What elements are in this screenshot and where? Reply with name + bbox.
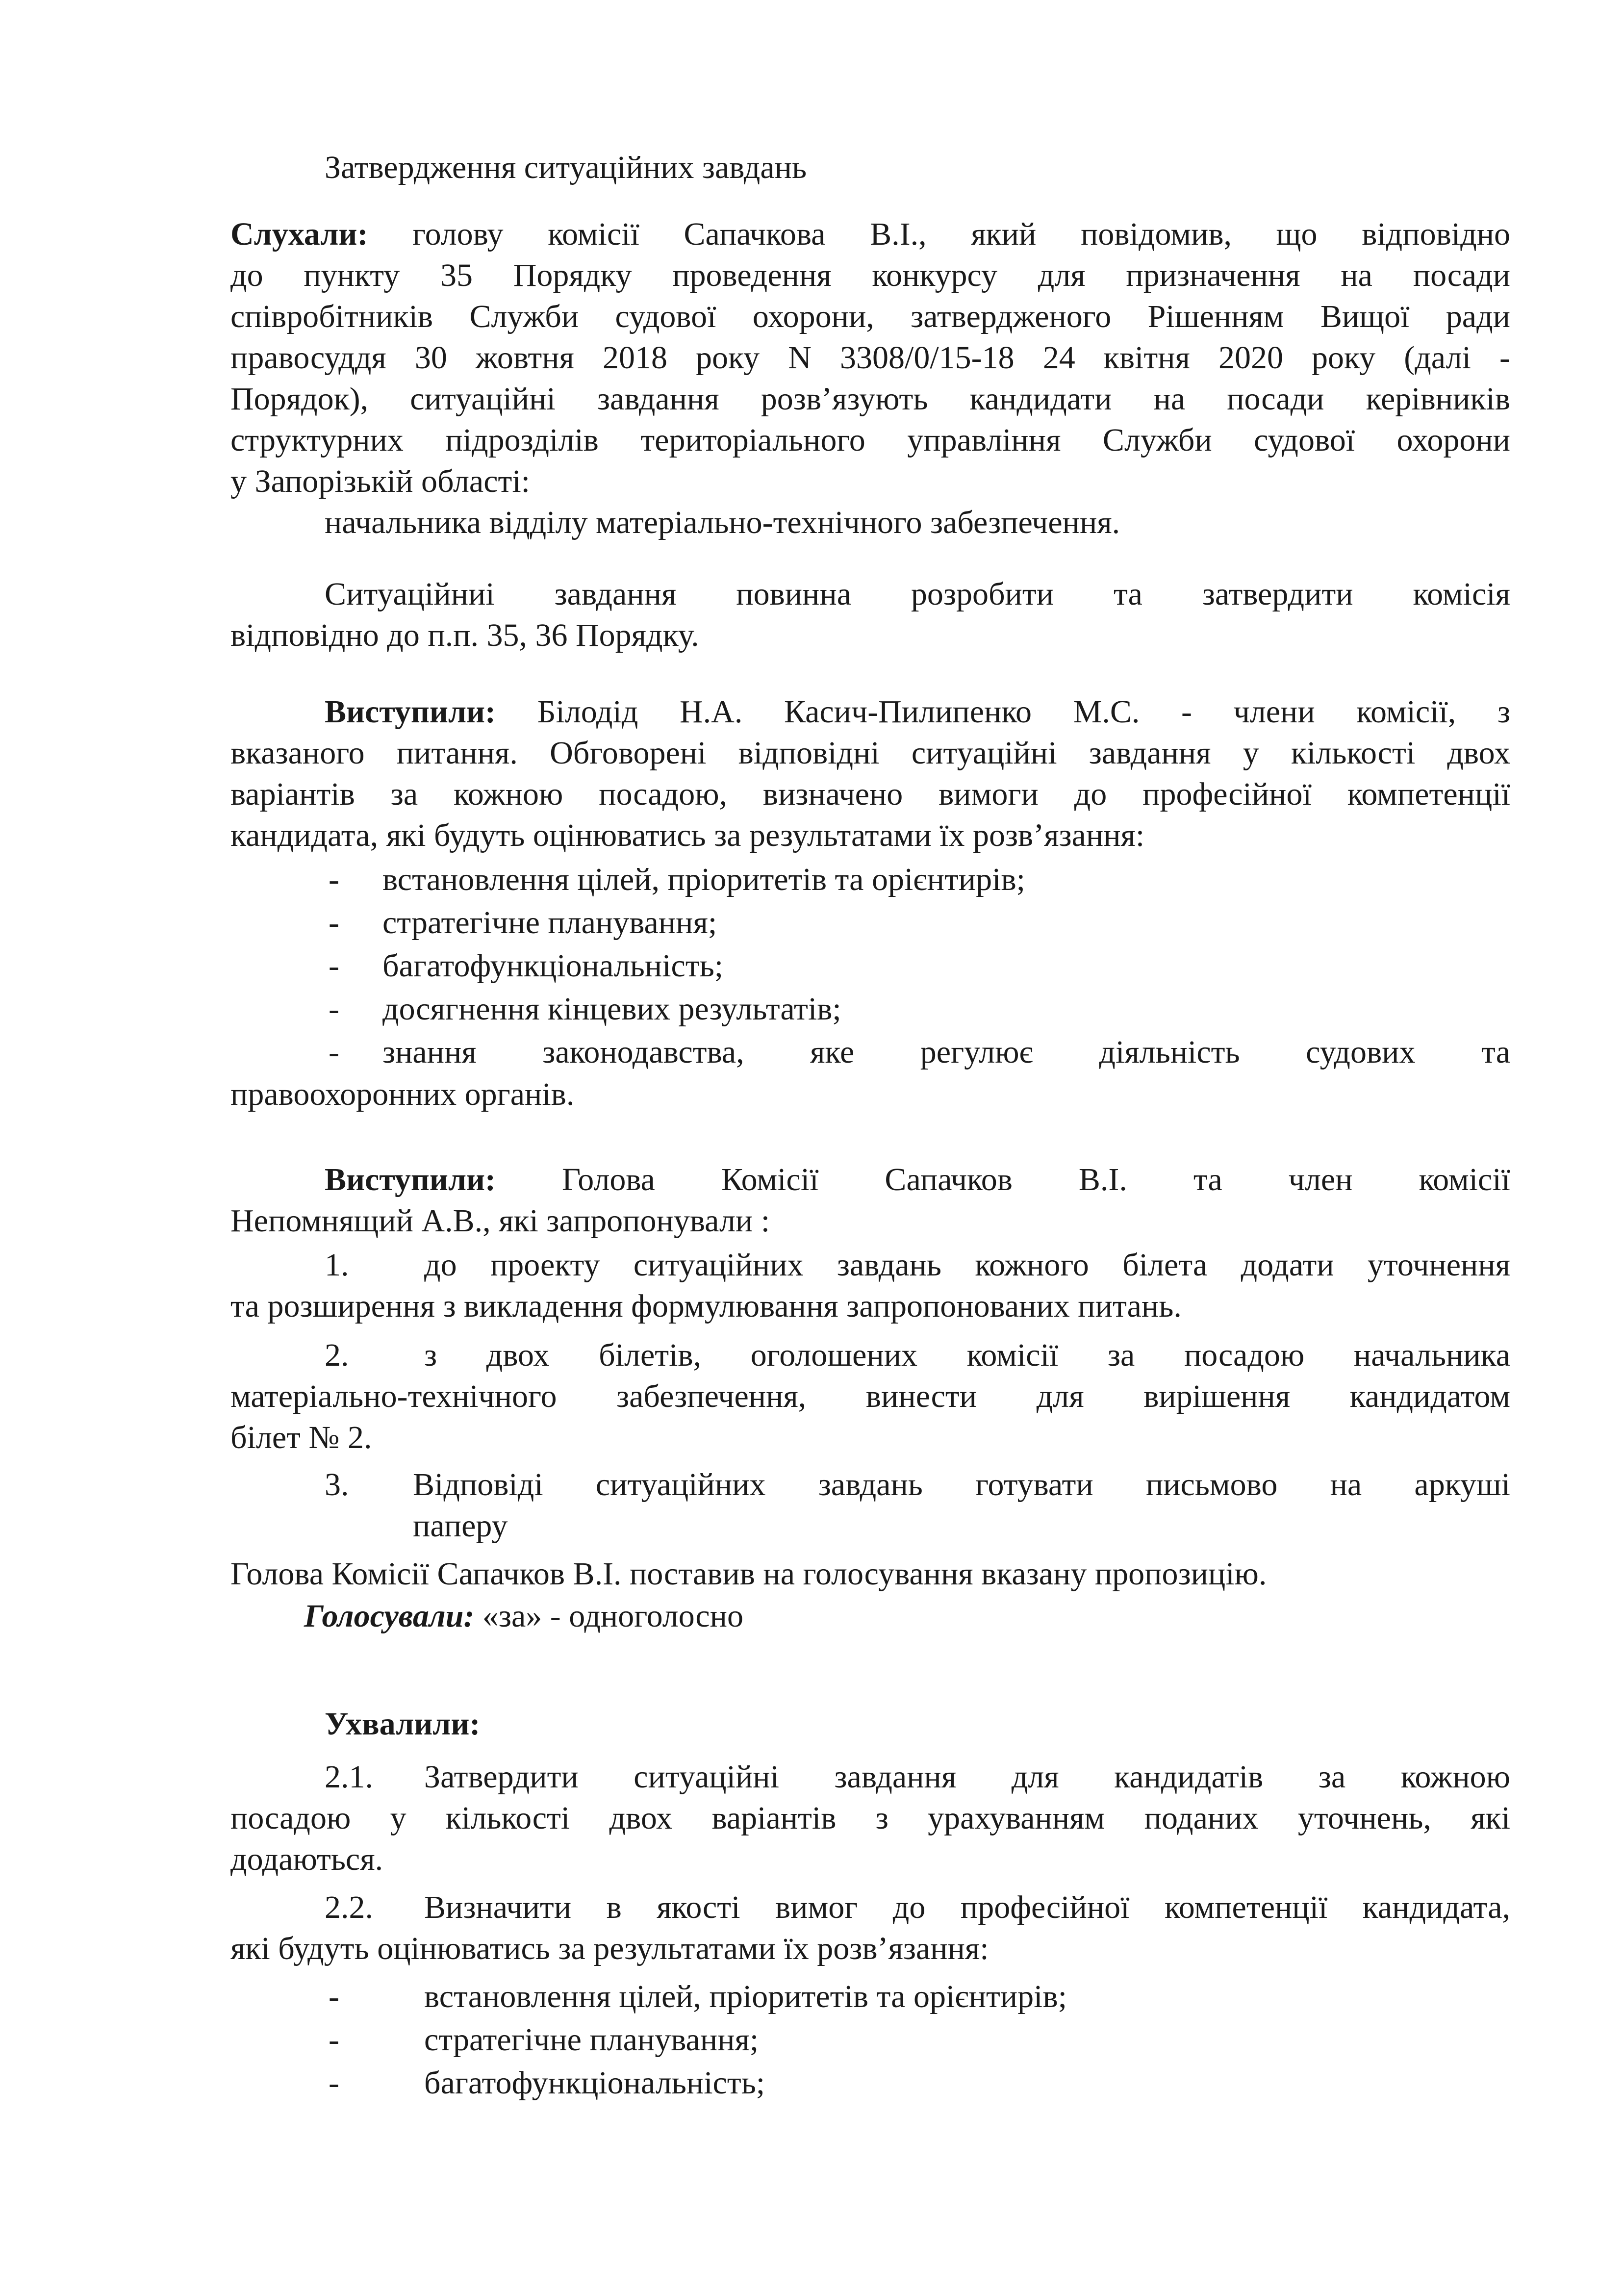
heard-line-3: співробітників Служби судової охорони, затвердженого Рішенням Вищої ради [230,299,1510,334]
spoke1-item-5-tail: правоохоронних органів. [230,1076,575,1112]
proposal-2-rest2: білет № 2. [230,1420,372,1455]
decided-p1-line-2: посадою у кількості двох варіантів з урахуванням поданих уточнень, які [230,1800,1510,1836]
decided-p1-line-3: додаються. [230,1841,383,1877]
heard-label: Слухали: [230,216,368,252]
proposal-1-first: до проекту ситуаційних завдань кожного білета додати уточнення [424,1247,1510,1283]
voted-line [304,1596,743,1637]
decided-p1-line-1: Затвердити ситуаційні завдання для кандидатів за кожною [424,1759,1510,1795]
proposal-1-num: 1. [325,1247,349,1283]
proposal-2-first: з двох білетів, оголошених комісії за посадою начальника [424,1337,1510,1373]
heard-line-2: до пункту 35 Порядку проведення конкурсу для призначення на посади [230,257,1510,293]
spoke1-line-2: вказаного питання. Обговорені відповідні ситуаційні завдання у кількості двох [230,735,1510,771]
spoke1-dash-2: - [329,905,339,941]
proposal-3-num: 3. [325,1467,349,1503]
decided-dash-3: - [329,2065,339,2101]
spoke1-item-2: стратегічне планування; [382,905,717,941]
decided-p2-line-2: які будуть оцінюватись за результатами їх розв’язання: [230,1931,989,1966]
spoke1-item-1: встановлення цілей, пріоритетів та орієнтирів; [382,862,1025,897]
tasks-line-2: відповідно до п.п. 35, 36 Порядку. [230,617,699,653]
decided-p1-num: 2.1. [325,1759,373,1795]
decided-dash-2: - [329,2022,339,2058]
spoke1-dash-3: - [329,948,339,984]
proposal-2-rest: матеріально-технічного забезпечення, винести для вирішення кандидатом [230,1378,1510,1414]
heard-line-6: структурних підрозділів територіального управління Служби судової охорони [230,422,1510,458]
heard-text-1: голову комісії Сапачкова В.І., який повідомив, що відповідно [412,216,1511,252]
heard-line-4: правосуддя 30 жовтня 2018 року N 3308/0/15-18 24 квітня 2020 року (далі - [230,340,1510,376]
decided-dash-1: - [329,1979,339,2014]
spoke1-dash-4: - [329,991,339,1027]
proposal-3-rest: паперу [413,1508,508,1544]
voted-text: «за» - одноголосно [482,1598,743,1634]
spoke2-line-1 [325,1159,1510,1200]
decided-label: Ухвалили: [325,1706,481,1742]
heard-line-7: у Запорізькій області: [230,463,531,499]
spoke2-text-1: Голова Комісії Сапачков В.І. та член комісії [561,1162,1510,1198]
section-title: Затвердження ситуаційних завдань [325,150,807,185]
proposal-2-num: 2. [325,1337,349,1373]
decided-item-2: стратегічне планування; [424,2022,759,2058]
proposal-1-rest: та розширення з викладення формулювання запропонованих питань. [230,1288,1182,1324]
spoke1-dash-5: - [329,1034,339,1070]
heard-line-1 [230,214,1510,255]
spoke1-text-1: Білодід Н.А. Касич-Пилипенко М.С. - члени комісії, з [537,694,1511,730]
spoke1-line-3: варіантів за кожною посадою, визначено вимоги до професійної компетенції [230,776,1510,812]
spoke1-item-3: багатофункціональність; [382,948,724,984]
spoke1-dash-1: - [329,862,339,897]
spoke1-item-4: досягнення кінцевих результатів; [382,991,841,1027]
proposal-3-first: Відповіді ситуаційних завдань готувати письмово на аркуші [413,1467,1510,1503]
spoke1-item-5: знання законодавства, яке регулює діяльність судових та [382,1034,1510,1070]
spoke1-line-4: кандидата, які будуть оцінюватись за результатами їх розв’язання: [230,817,1145,853]
spoke1-label: Виступили: [325,694,496,730]
decided-p2-line-1: Визначити в якості вимог до професійної компетенції кандидата, [424,1889,1510,1925]
heard-line-8: начальника відділу матеріально-технічного забезпечення. [325,505,1120,540]
heard-line-5: Порядок), ситуаційні завдання розв’язують кандидати на посади керівників [230,381,1510,417]
spoke2-line-2: Непомнящий А.В., які запропонували : [230,1203,770,1239]
decided-item-1: встановлення цілей, пріоритетів та орієнтирів; [424,1979,1067,2014]
decided-item-3: багатофункціональність; [424,2065,765,2101]
voted-label: Голосували: [304,1598,475,1634]
decided-p2-num: 2.2. [325,1889,373,1925]
vote-line: Голова Комісії Сапачков В.І. поставив на голосування вказану пропозицію. [230,1556,1267,1592]
spoke1-line-1 [325,691,1510,733]
spoke2-label: Виступили: [325,1162,496,1198]
tasks-line-1: Ситуаційниі завдання повинна розробити та затвердити комісія [325,576,1510,612]
